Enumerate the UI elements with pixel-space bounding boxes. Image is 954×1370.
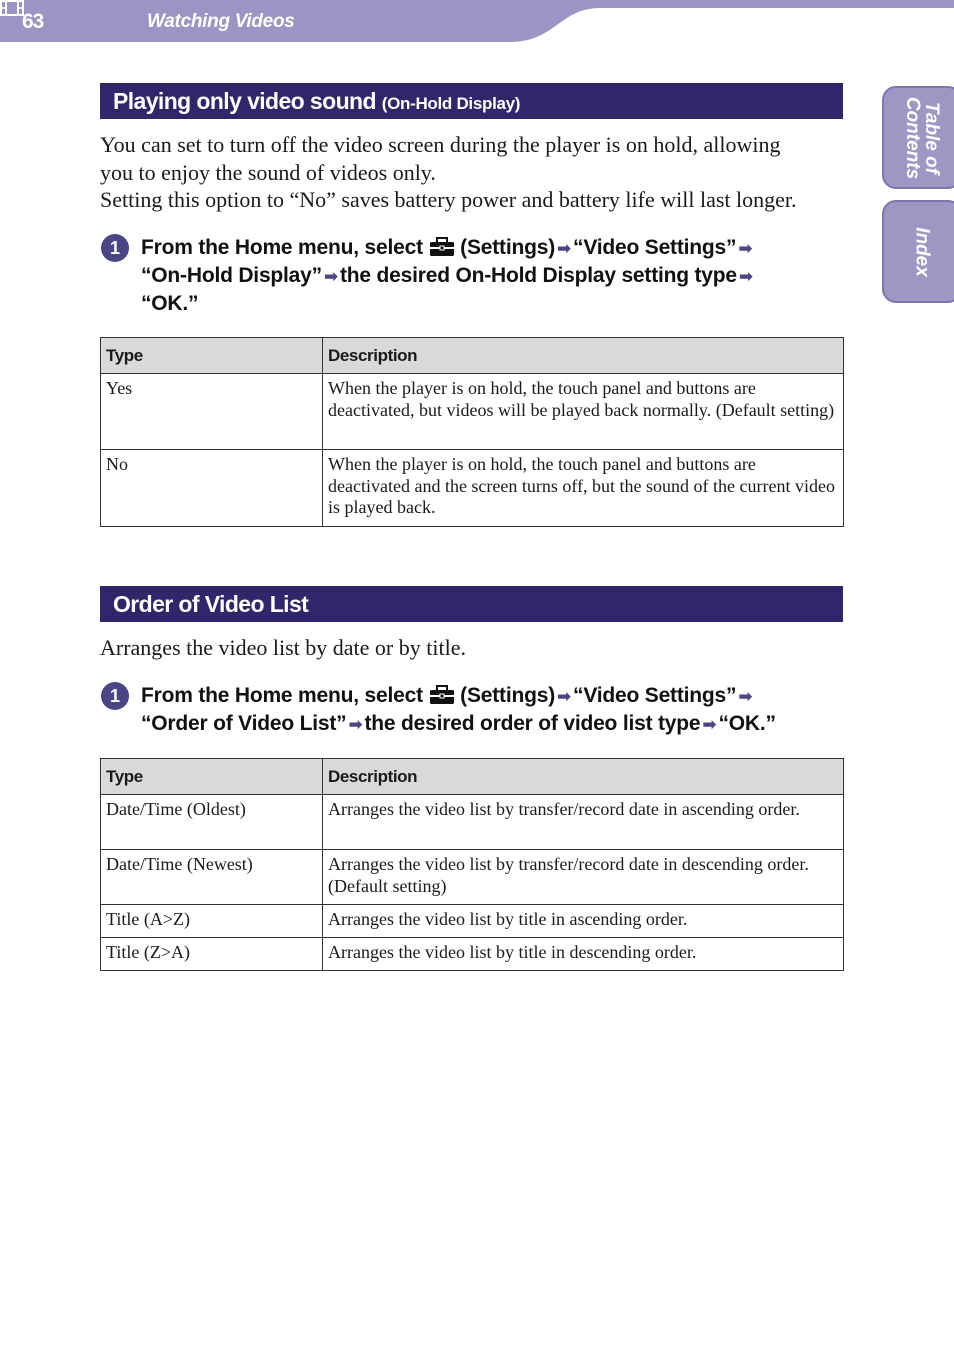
section-title: Order of Video List: [113, 591, 309, 617]
arrow-right-icon: ➡: [556, 239, 572, 258]
cell-type: Title (Z>A): [101, 938, 323, 971]
table-of-contents-tab[interactable]: [882, 86, 954, 189]
settings-toolbox-icon: [429, 685, 455, 705]
paragraph-line: Setting this option to “No” saves battery power and battery life will last longer.: [100, 187, 797, 212]
arrow-right-icon: ➡: [348, 715, 363, 734]
cell-description: Arranges the video list by transfer/record date in ascending order.: [323, 795, 844, 850]
step-instruction: From the Home menu, select (Settings) ➡“Video Settings” ➡ “Order of Video List” ➡the desired order of video list type ➡“OK.”: [141, 684, 776, 735]
arrow-right-icon: ➡: [738, 687, 753, 706]
step-number-badge: 1: [101, 234, 129, 262]
cell-description: Arranges the video list by title in descending order.: [323, 938, 844, 971]
section-title: Playing only video sound: [113, 88, 376, 114]
cell-type: No: [101, 450, 323, 527]
film-icon: [0, 0, 24, 16]
cell-type: Yes: [101, 374, 323, 450]
table-row: [101, 850, 844, 905]
cell-description: Arranges the video list by title in ascending order.: [323, 905, 844, 938]
section-intro-paragraph: [100, 131, 840, 214]
step-number-badge: 1: [101, 682, 129, 710]
arrow-right-icon: ➡: [738, 267, 753, 286]
section-title-suffix: (On-Hold Display): [381, 94, 521, 113]
cell-description: When the player is on hold, the touch panel and buttons are deactivated and the screen turns off, but the sound of the current video is played back.: [323, 450, 844, 527]
table-row: [101, 450, 844, 527]
cell-type: Title (A>Z): [101, 905, 323, 938]
header-bar: [0, 0, 954, 42]
table-row: [101, 938, 844, 971]
table-row: [101, 905, 844, 938]
section-heading-order-of-video-list: [100, 586, 843, 622]
index-tab[interactable]: [882, 200, 954, 303]
cell-description: Arranges the video list by transfer/record date in descending order. (Default setting): [323, 850, 844, 905]
index-tab-label: Index: [911, 226, 933, 277]
column-header-type: Type: [101, 338, 323, 374]
cell-type: Date/Time (Oldest): [101, 795, 323, 850]
table-header-row: [101, 338, 844, 374]
step-instruction: From the Home menu, select (Settings) ➡“Video Settings” ➡ “On-Hold Display” ➡the desired On-Hold Display setting type ➡ “OK.”: [141, 236, 753, 315]
arrow-right-icon: ➡: [556, 687, 572, 706]
arrow-right-icon: ➡: [738, 239, 753, 258]
section-intro-paragraph: Arranges the video list by date or by title.: [100, 635, 466, 660]
section-heading-playing-only-video-sound: [100, 83, 843, 119]
table-header-row: [101, 759, 844, 795]
column-header-description: Description: [323, 338, 844, 374]
table-of-contents-tab-label: Table of Contents: [902, 96, 942, 179]
arrow-right-icon: ➡: [323, 267, 338, 286]
paragraph-line: you to enjoy the sound of videos only.: [100, 159, 436, 185]
table-row: [101, 374, 844, 450]
column-header-type: Type: [101, 759, 323, 795]
cell-type: Date/Time (Newest): [101, 850, 323, 905]
cell-description: When the player is on hold, the touch panel and buttons are deactivated, but videos will be played back normally. (Default setting): [323, 374, 844, 450]
column-header-description: Description: [323, 759, 844, 795]
paragraph-line: You can set to turn off the video screen during the player is on hold, allowing: [100, 132, 781, 157]
order-of-video-list-table: [100, 758, 844, 971]
page-header: [0, 0, 954, 42]
on-hold-display-table: [100, 337, 844, 527]
arrow-right-icon: ➡: [702, 715, 717, 734]
page-number: 63: [22, 10, 44, 33]
table-row: [101, 795, 844, 850]
chapter-title: Watching Videos: [147, 11, 295, 32]
settings-toolbox-icon: [429, 237, 455, 257]
